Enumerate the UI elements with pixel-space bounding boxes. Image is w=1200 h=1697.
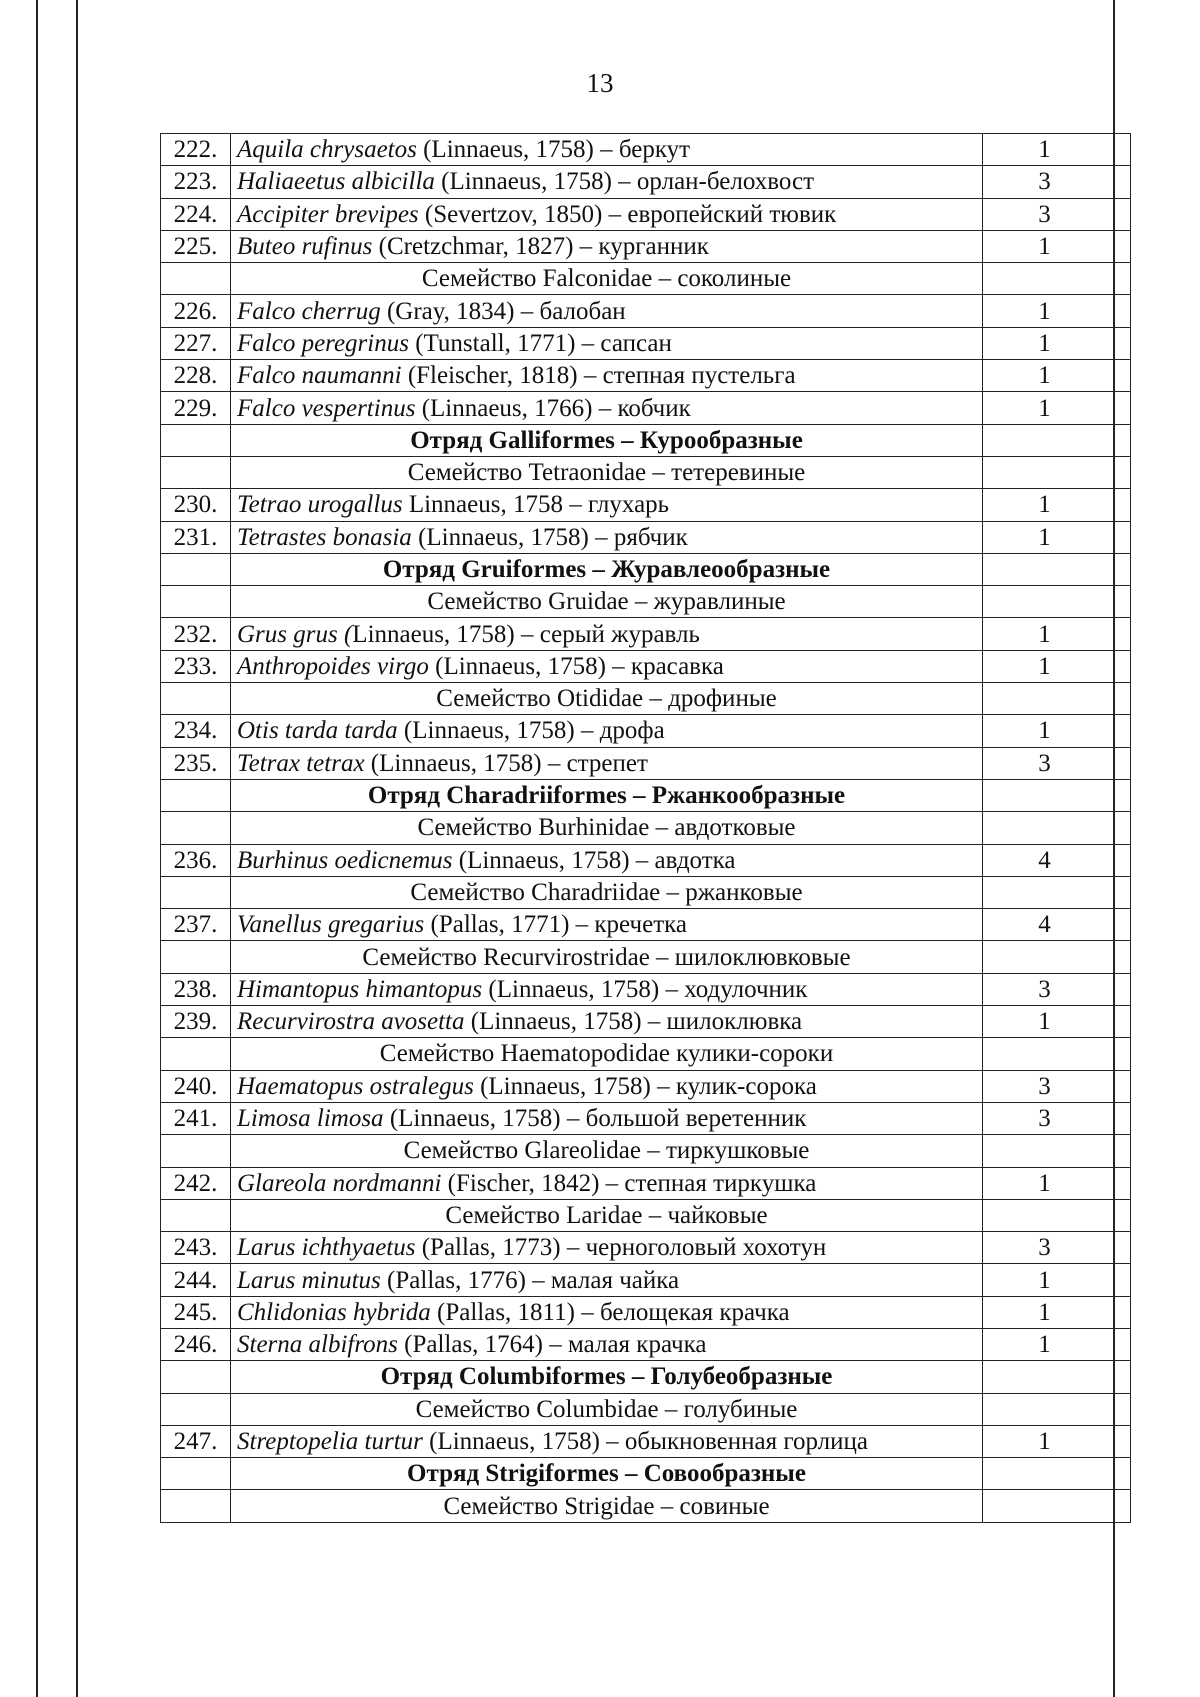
species-row: [161, 134, 1131, 166]
latin-name: Glareola nordmanni: [237, 1169, 442, 1197]
species-details: (Tunstall, 1771) – сапсан: [408, 329, 672, 357]
species-number: 247.: [161, 1425, 231, 1457]
species-name: [231, 489, 983, 521]
family-heading: Семейство Recurvirostridae – шилоклювковые: [231, 941, 983, 973]
species-details: (Pallas, 1764) – малая крачка: [397, 1331, 707, 1359]
species-number: 224.: [161, 198, 231, 230]
status-category: 1: [983, 489, 1131, 521]
latin-name: Falco cherrug: [237, 297, 381, 325]
page-number: 13: [586, 68, 614, 98]
species-details: (Linnaeus, 1758) – дрофа: [397, 717, 665, 745]
empty-number-cell: [161, 941, 231, 973]
species-details: (Linnaeus, 1758) – ходулочник: [482, 975, 808, 1003]
family-row: [161, 1490, 1131, 1522]
family-row: [161, 1038, 1131, 1070]
species-name: [231, 650, 983, 682]
status-category: 3: [983, 198, 1131, 230]
latin-name: Burhinus oedicnemus: [237, 846, 453, 874]
species-number: 231.: [161, 521, 231, 553]
species-name: [231, 1070, 983, 1102]
species-details: (Linnaeus, 1758) – обыкновенная горлица: [422, 1428, 868, 1456]
species-name: [231, 198, 983, 230]
latin-name: Streptopelia turtur: [237, 1428, 423, 1456]
latin-name: Vanellus gregarius: [237, 911, 425, 939]
family-row: [161, 586, 1131, 618]
latin-name: Accipiter brevipes: [237, 200, 419, 228]
family-heading: Семейство Laridae – чайковые: [231, 1199, 983, 1231]
status-category: 1: [983, 1296, 1131, 1328]
family-heading: Семейство Falconidae – соколиные: [231, 263, 983, 295]
species-row: [161, 489, 1131, 521]
empty-number-cell: [161, 779, 231, 811]
status-category: 1: [983, 1006, 1131, 1038]
empty-number-cell: [161, 876, 231, 908]
species-number: 246.: [161, 1328, 231, 1360]
family-row: [161, 812, 1131, 844]
empty-category-cell: [983, 586, 1131, 618]
species-number: 234.: [161, 715, 231, 747]
empty-number-cell: [161, 1038, 231, 1070]
status-category: 1: [983, 392, 1131, 424]
species-name: [231, 909, 983, 941]
empty-category-cell: [983, 683, 1131, 715]
family-row: [161, 876, 1131, 908]
species-number: 241.: [161, 1102, 231, 1134]
scan-edge-left-inner: [76, 0, 78, 1697]
species-name: [231, 1006, 983, 1038]
species-number: 222.: [161, 134, 231, 166]
species-name: [231, 230, 983, 262]
species-name: [231, 360, 983, 392]
status-category: 1: [983, 360, 1131, 392]
species-name: [231, 618, 983, 650]
species-name: [231, 747, 983, 779]
species-number: 245.: [161, 1296, 231, 1328]
empty-number-cell: [161, 424, 231, 456]
order-row: [161, 1458, 1131, 1490]
family-heading: Семейство Otididae – дрофиные: [231, 683, 983, 715]
family-heading: Семейство Gruidae – журавлиные: [231, 586, 983, 618]
empty-number-cell: [161, 1393, 231, 1425]
latin-name: Chlidonias hybrida: [237, 1298, 431, 1326]
species-table: [160, 133, 1131, 1523]
order-row: [161, 553, 1131, 585]
species-details: (Linnaeus, 1766) – кобчик: [415, 394, 691, 422]
latin-name: Larus ichthyaetus: [237, 1234, 416, 1262]
species-row: [161, 392, 1131, 424]
empty-category-cell: [983, 424, 1131, 456]
species-row: [161, 521, 1131, 553]
empty-number-cell: [161, 1199, 231, 1231]
species-number: 242.: [161, 1167, 231, 1199]
family-row: [161, 683, 1131, 715]
species-row: [161, 230, 1131, 262]
status-category: 3: [983, 973, 1131, 1005]
species-details: (Linnaeus, 1758) – красавка: [428, 652, 724, 680]
species-number: 225.: [161, 230, 231, 262]
species-details: (Fischer, 1842) – степная тиркушка: [441, 1169, 817, 1197]
latin-name: Limosa limosa: [237, 1105, 384, 1133]
table-body: [161, 134, 1131, 1523]
latin-name: Haliaeetus albicilla: [237, 168, 435, 196]
order-heading: Отряд Strigiformes – Совообразные: [231, 1458, 983, 1490]
species-details: Linnaeus, 1758) – серый журавль: [352, 620, 700, 648]
status-category: 1: [983, 521, 1131, 553]
species-row: [161, 198, 1131, 230]
status-category: 4: [983, 909, 1131, 941]
empty-number-cell: [161, 1490, 231, 1522]
empty-category-cell: [983, 1393, 1131, 1425]
species-row: [161, 618, 1131, 650]
empty-category-cell: [983, 553, 1131, 585]
species-row: [161, 1102, 1131, 1134]
empty-number-cell: [161, 553, 231, 585]
family-heading: Семейство Haematopodidae кулики-сороки: [231, 1038, 983, 1070]
empty-number-cell: [161, 1361, 231, 1393]
latin-name: Himantopus himantopus: [237, 975, 483, 1003]
species-name: [231, 1264, 983, 1296]
species-row: [161, 1296, 1131, 1328]
species-number: 227.: [161, 327, 231, 359]
empty-category-cell: [983, 941, 1131, 973]
species-name: [231, 715, 983, 747]
order-row: [161, 424, 1131, 456]
species-row: [161, 360, 1131, 392]
species-name: [231, 1296, 983, 1328]
species-number: 229.: [161, 392, 231, 424]
empty-category-cell: [983, 876, 1131, 908]
species-details: (Linnaeus, 1758) – кулик-сорока: [473, 1072, 817, 1100]
species-details: (Linnaeus, 1758) – орлан-белохвост: [434, 168, 814, 196]
species-number: 235.: [161, 747, 231, 779]
empty-number-cell: [161, 586, 231, 618]
species-row: [161, 1006, 1131, 1038]
latin-name: Anthropoides virgo: [237, 652, 429, 680]
family-row: [161, 1199, 1131, 1231]
empty-category-cell: [983, 1135, 1131, 1167]
species-name: [231, 973, 983, 1005]
latin-name: Falco naumanni: [237, 362, 402, 390]
family-heading: Семейство Tetraonidae – тетеревиные: [231, 456, 983, 488]
empty-category-cell: [983, 263, 1131, 295]
status-category: 1: [983, 1328, 1131, 1360]
species-details: (Linnaeus, 1758) – рябчик: [411, 523, 688, 551]
latin-name: Falco vespertinus: [237, 394, 416, 422]
species-number: 232.: [161, 618, 231, 650]
species-row: [161, 1425, 1131, 1457]
species-row: [161, 747, 1131, 779]
species-name: [231, 392, 983, 424]
species-name: [231, 1167, 983, 1199]
latin-name: Tetrastes bonasia: [237, 523, 412, 551]
status-category: 1: [983, 1264, 1131, 1296]
status-category: 3: [983, 1070, 1131, 1102]
order-heading: Отряд Galliformes – Курообразные: [231, 424, 983, 456]
species-name: [231, 134, 983, 166]
species-details: (Linnaeus, 1758) – большой веретенник: [383, 1105, 807, 1133]
species-number: 240.: [161, 1070, 231, 1102]
species-row: [161, 1167, 1131, 1199]
status-category: 1: [983, 650, 1131, 682]
species-name: [231, 1328, 983, 1360]
order-heading: Отряд Columbiformes – Голубеобразные: [231, 1361, 983, 1393]
empty-number-cell: [161, 1135, 231, 1167]
status-category: 1: [983, 1425, 1131, 1457]
species-row: [161, 1232, 1131, 1264]
empty-category-cell: [983, 1199, 1131, 1231]
species-name: [231, 1232, 983, 1264]
empty-category-cell: [983, 1038, 1131, 1070]
species-details: (Fleischer, 1818) – степная пустельга: [401, 362, 796, 390]
family-heading: Семейство Glareolidae – тиркушковые: [231, 1135, 983, 1167]
status-category: 3: [983, 747, 1131, 779]
species-number: 226.: [161, 295, 231, 327]
species-number: 243.: [161, 1232, 231, 1264]
latin-name: Recurvirostra avosetta: [237, 1008, 465, 1036]
empty-number-cell: [161, 812, 231, 844]
species-number: 238.: [161, 973, 231, 1005]
species-row: [161, 973, 1131, 1005]
species-details: (Linnaeus, 1758) – авдотка: [452, 846, 736, 874]
family-heading: Семейство Strigidae – совиные: [231, 1490, 983, 1522]
latin-name: Tetrax tetrax: [237, 749, 365, 777]
status-category: 1: [983, 295, 1131, 327]
status-category: 1: [983, 1167, 1131, 1199]
species-details: (Cretzchmar, 1827) – курганник: [372, 233, 709, 261]
empty-category-cell: [983, 779, 1131, 811]
order-row: [161, 779, 1131, 811]
species-details: (Severtzov, 1850) – европейский тювик: [418, 200, 837, 228]
status-category: 4: [983, 844, 1131, 876]
species-details: Linnaeus, 1758 – глухарь: [402, 491, 670, 519]
species-number: 237.: [161, 909, 231, 941]
latin-name: Otis tarda tarda: [237, 717, 398, 745]
scan-edge-left: [36, 0, 38, 1697]
species-number: 228.: [161, 360, 231, 392]
status-category: 1: [983, 327, 1131, 359]
species-number: 236.: [161, 844, 231, 876]
species-row: [161, 650, 1131, 682]
species-details: (Pallas, 1811) – белощекая крачка: [430, 1298, 790, 1326]
empty-number-cell: [161, 683, 231, 715]
species-name: [231, 844, 983, 876]
empty-category-cell: [983, 1458, 1131, 1490]
latin-name: Haematopus ostralegus: [237, 1072, 474, 1100]
family-row: [161, 456, 1131, 488]
latin-name: Sterna albifrons: [237, 1331, 398, 1359]
latin-name: Falco peregrinus: [237, 329, 409, 357]
latin-name: Aquila chrysaetos: [237, 136, 417, 164]
empty-number-cell: [161, 1458, 231, 1490]
species-name: [231, 295, 983, 327]
species-name: [231, 1102, 983, 1134]
family-heading: Семейство Charadriidae – ржанковые: [231, 876, 983, 908]
empty-category-cell: [983, 812, 1131, 844]
status-category: 3: [983, 1232, 1131, 1264]
species-row: [161, 1070, 1131, 1102]
species-row: [161, 166, 1131, 198]
latin-name: Buteo rufinus: [237, 233, 373, 261]
species-number: 223.: [161, 166, 231, 198]
status-category: 1: [983, 715, 1131, 747]
status-category: 3: [983, 1102, 1131, 1134]
family-row: [161, 263, 1131, 295]
species-number: 230.: [161, 489, 231, 521]
species-details: (Pallas, 1776) – малая чайка: [380, 1266, 680, 1294]
family-row: [161, 1135, 1131, 1167]
order-heading: Отряд Charadriiformes – Ржанкообразные: [231, 779, 983, 811]
species-number: 239.: [161, 1006, 231, 1038]
empty-number-cell: [161, 263, 231, 295]
status-category: 1: [983, 230, 1131, 262]
species-number: 244.: [161, 1264, 231, 1296]
family-row: [161, 941, 1131, 973]
latin-name: Grus grus (: [237, 620, 353, 648]
species-name: [231, 166, 983, 198]
empty-number-cell: [161, 456, 231, 488]
order-row: [161, 1361, 1131, 1393]
species-details: (Pallas, 1771) – кречетка: [424, 911, 687, 939]
species-row: [161, 844, 1131, 876]
species-name: [231, 521, 983, 553]
species-row: [161, 295, 1131, 327]
species-row: [161, 715, 1131, 747]
species-name: [231, 1425, 983, 1457]
species-row: [161, 1264, 1131, 1296]
family-row: [161, 1393, 1131, 1425]
species-details: (Linnaeus, 1758) – беркут: [416, 136, 691, 164]
species-details: (Gray, 1834) – балобан: [380, 297, 626, 325]
species-row: [161, 327, 1131, 359]
family-heading: Семейство Burhinidae – авдотковые: [231, 812, 983, 844]
species-details: (Linnaeus, 1758) – шилоклювка: [464, 1008, 803, 1036]
species-details: (Linnaeus, 1758) – стрепет: [364, 749, 648, 777]
species-name: [231, 327, 983, 359]
empty-category-cell: [983, 1490, 1131, 1522]
species-row: [161, 1328, 1131, 1360]
species-row: [161, 909, 1131, 941]
status-category: 1: [983, 618, 1131, 650]
empty-category-cell: [983, 456, 1131, 488]
family-heading: Семейство Columbidae – голубиные: [231, 1393, 983, 1425]
species-details: (Pallas, 1773) – черноголовый хохотун: [415, 1234, 827, 1262]
status-category: 1: [983, 134, 1131, 166]
latin-name: Larus minutus: [237, 1266, 381, 1294]
order-heading: Отряд Gruiformes – Журавлеообразные: [231, 553, 983, 585]
latin-name: Tetrao urogallus: [237, 491, 403, 519]
status-category: 3: [983, 166, 1131, 198]
empty-category-cell: [983, 1361, 1131, 1393]
species-number: 233.: [161, 650, 231, 682]
